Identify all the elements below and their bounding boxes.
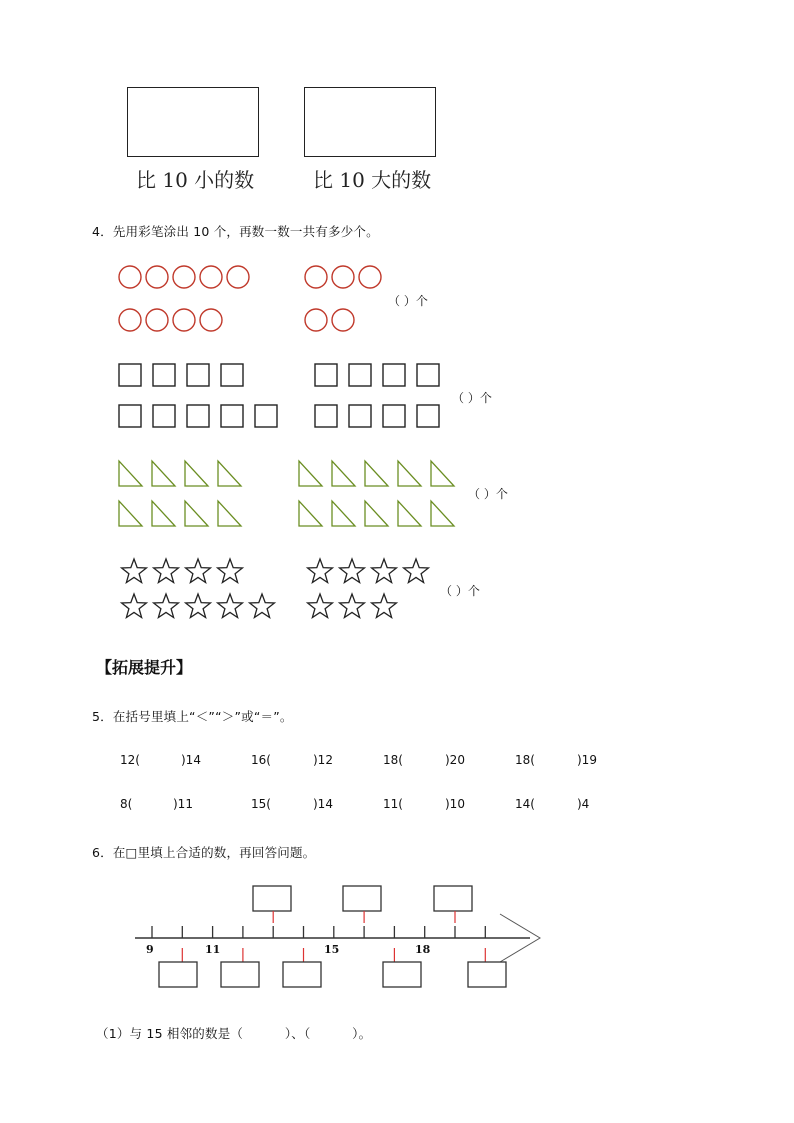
compare-item: 18(	[383, 753, 403, 767]
answer-box-above	[253, 886, 291, 911]
compare-item: 8(	[120, 797, 133, 811]
tick-label-9: 9	[146, 943, 154, 956]
answer-box-below	[283, 962, 321, 987]
question-6-sub-1: （1）与 15 相邻的数是（ ）、（ ）。	[96, 1026, 372, 1041]
compare-item: )14	[313, 797, 333, 811]
question-4-title: 4．先用彩笔涂出 10 个，再数一数一共有多少个。	[92, 224, 379, 239]
compare-item: )10	[445, 797, 465, 811]
answer-box-below	[383, 962, 421, 987]
compare-item: 15(	[251, 797, 271, 811]
compare-item: 12(	[120, 753, 140, 767]
answer-box-above	[434, 886, 472, 911]
answer-box-below	[221, 962, 259, 987]
compare-item: 11(	[383, 797, 403, 811]
answer-paren-stars[interactable]: （ ）个	[440, 584, 480, 598]
section-title-extension: 【拓展提升】	[96, 658, 193, 677]
tick-label-15: 15	[324, 943, 340, 956]
question-6-title: 6．在□里填上合适的数，再回答问题。	[92, 845, 316, 860]
compare-item: )19	[577, 753, 597, 767]
answer-paren-circles[interactable]: （ ）个	[388, 294, 428, 308]
compare-item: )4	[577, 797, 590, 811]
tick-label-18: 18	[415, 943, 431, 956]
compare-item: 18(	[515, 753, 535, 767]
answer-paren-squares[interactable]: （ ）个	[452, 391, 492, 405]
caption-less-than-10: 比 10 小的数	[136, 168, 255, 192]
tick-label-11: 11	[205, 943, 221, 956]
caption-greater-than-10: 比 10 大的数	[313, 168, 432, 192]
compare-item: )20	[445, 753, 465, 767]
answer-box-below	[468, 962, 506, 987]
compare-item: )12	[313, 753, 333, 767]
question-5-title: 5．在括号里填上“＜”“＞”或“＝”。	[92, 709, 293, 724]
answer-box-below	[159, 962, 197, 987]
answer-box-above	[343, 886, 381, 911]
compare-item: 16(	[251, 753, 271, 767]
compare-item: )11	[173, 797, 193, 811]
answer-paren-triangles[interactable]: （ ）个	[468, 487, 508, 501]
compare-item: 14(	[515, 797, 535, 811]
compare-item: )14	[181, 753, 201, 767]
